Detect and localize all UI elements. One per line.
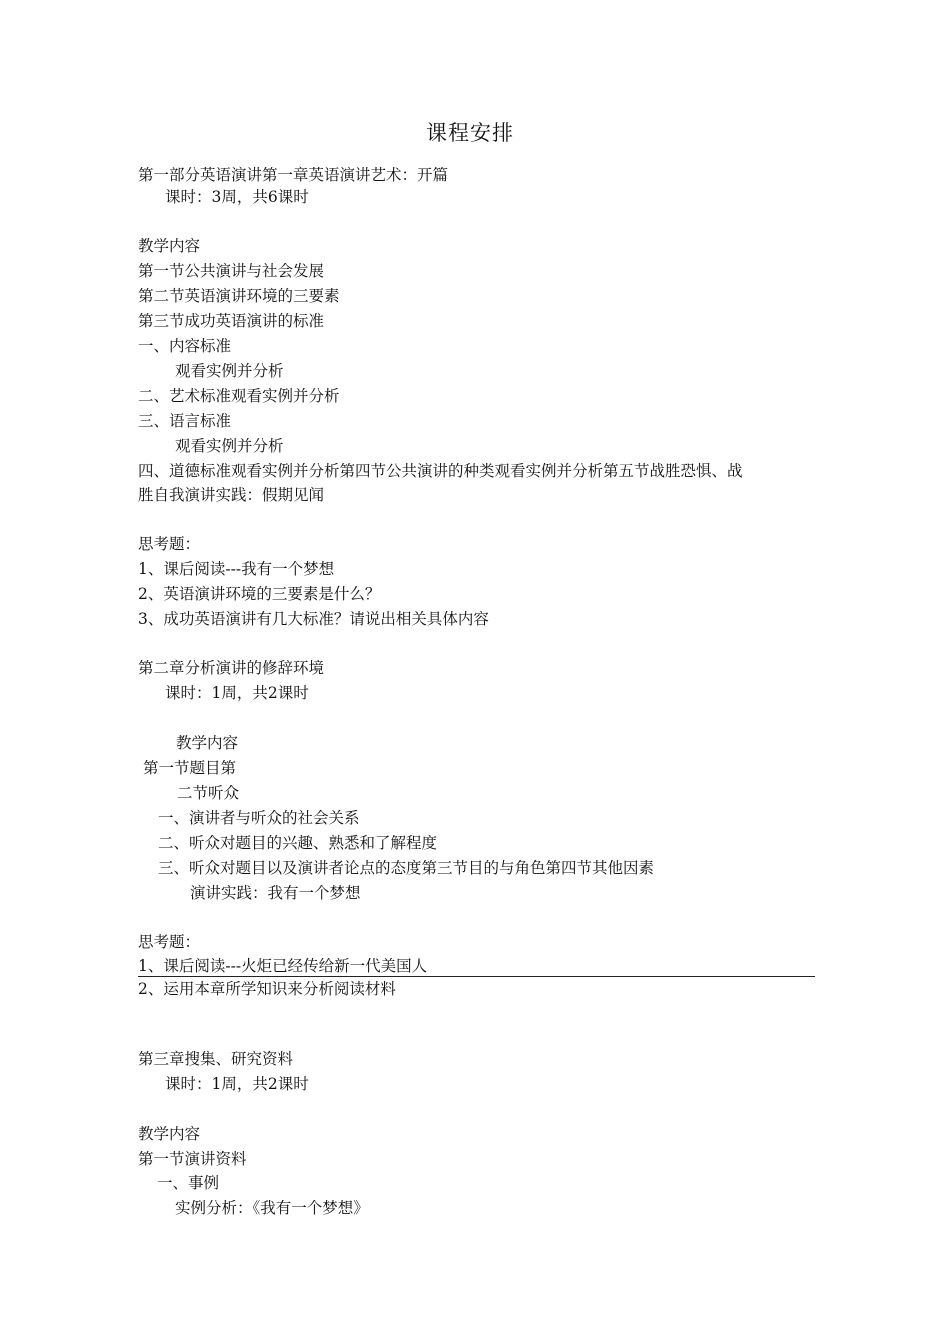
chapter-two-heading: 第二章分析演讲的修辞环境	[138, 659, 325, 677]
standard-language-analysis: 观看实例并分析	[175, 437, 284, 455]
chapter-one-question-3: 3、成功英语演讲有几大标准？请说出相关具体内容	[138, 610, 489, 628]
chapter-two-hours: 课时：1周，共2课时	[165, 684, 309, 702]
chapter-one-section-1: 第一节公共演讲与社会发展	[138, 262, 325, 280]
chapter-one-section-2: 第二节英语演讲环境的三要素	[138, 287, 340, 305]
standard-art: 二、艺术标准观看实例并分析	[138, 387, 340, 405]
chapter-one-teaching-content-label: 教学内容	[138, 237, 201, 255]
chapter-two-question-2: 2、运用本章所学知识来分析阅读材料	[138, 980, 396, 998]
standard-ethics-line-1: 四、道德标准观看实例并分析第四节公共演讲的种类观看实例并分析第五节战胜恐惧、战	[138, 462, 743, 480]
chapter-one-question-2: 2、英语演讲环境的三要素是什么？	[138, 585, 381, 603]
chapter-three-heading: 第三章搜集、研究资料	[138, 1050, 294, 1068]
audience-item-3: 三、听众对题目以及演讲者论点的态度第三节目的与角色第四节其他因素	[158, 859, 655, 877]
chapter-one-questions-label: 思考题：	[138, 535, 201, 553]
chapter-three-teaching-content-label: 教学内容	[138, 1125, 201, 1143]
part-one-chapter-one-heading: 第一部分英语演讲第一章英语演讲艺术：开篇	[138, 166, 449, 184]
audience-item-1: 一、演讲者与听众的社会关系	[158, 809, 360, 827]
materials-item-examples: 一、事例	[157, 1174, 220, 1192]
chapter-two-questions-label: 思考题：	[138, 933, 201, 951]
chapter-two-practice: 演讲实践：我有一个梦想	[190, 884, 361, 902]
standard-content: 一、内容标准	[138, 337, 232, 355]
chapter-two-section-2: 二节听众	[177, 784, 240, 802]
chapter-one-section-3: 第三节成功英语演讲的标准	[138, 312, 325, 330]
standard-ethics-line-2: 胜自我演讲实践：假期见闻	[138, 486, 325, 504]
chapter-two-teaching-content-label: 教学内容	[176, 734, 239, 752]
chapter-two-section-1: 第一节题目第	[143, 759, 237, 777]
chapter-three-section-1: 第一节演讲资料	[138, 1150, 247, 1168]
underline-rule	[138, 976, 815, 977]
chapter-three-hours: 课时：1周，共2课时	[165, 1075, 309, 1093]
audience-item-2: 二、听众对题目的兴趣、熟悉和了解程度	[158, 834, 438, 852]
chapter-one-question-1: 1、课后阅读---我有一个梦想	[138, 560, 335, 578]
document-title: 课程安排	[426, 121, 514, 145]
chapter-two-question-1: 1、课后阅读---火炬已经传给新一代美国人	[138, 957, 428, 975]
chapter-one-hours: 课时：3周，共6课时	[165, 188, 309, 206]
examples-case-analysis: 实例分析：《我有一个梦想》	[175, 1199, 369, 1217]
standard-language: 三、语言标准	[138, 412, 232, 430]
standard-content-analysis: 观看实例并分析	[175, 362, 284, 380]
